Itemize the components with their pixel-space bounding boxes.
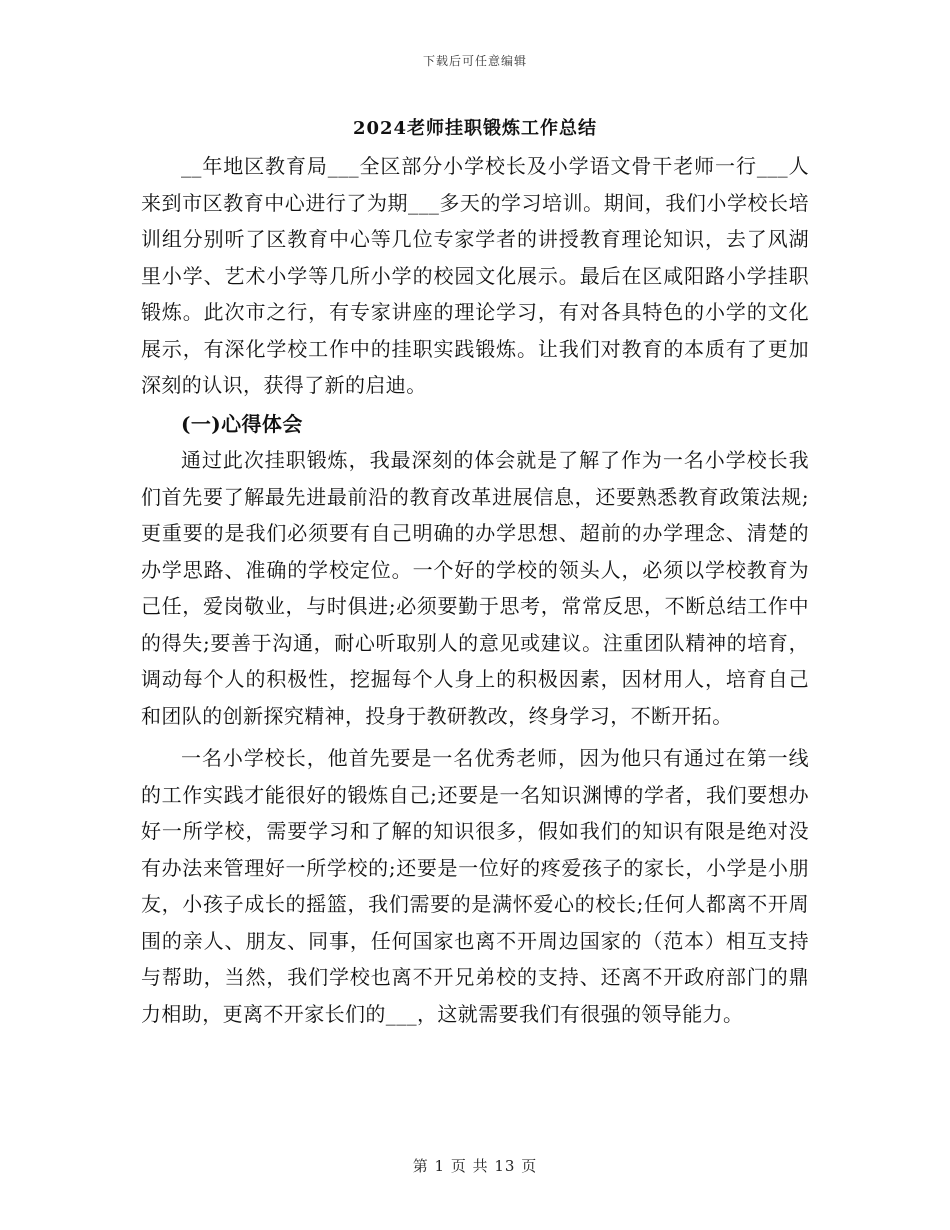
paragraph-principal: 一名小学校长，他首先要是一名优秀老师，因为他只有通过在第一线的工作实践才能很好的锻炼自己;还要是一名知识渊博的学者，我们要想办好一所学校，需要学习和了解的知识很多，假如我们的知识有限是绝对没有办法来管理好一所学校的;还要是一位好的疼爱孩子的家长，小学是小朋友，小孩子成长的摇篮，我们需要的是满怀爱心的校长;任何人都离不开周围的亲人、朋友、同事，任何国家也离不开周边国家的（范本）相互支持与帮助，当然，我们学校也离不开兄弟校的支持、还离不开政府部门的鼎力相助，更离不开家长们的___，这就需要我们有很强的领导能力。 <box>141 746 809 1026</box>
document-title: 2024老师挂职锻炼工作总结 <box>352 118 598 139</box>
document-body <box>141 148 809 1032</box>
header-note: 下载后可任意编辑 <box>422 54 527 68</box>
page-number-footer: 第 1 页 共 13 页 <box>412 1157 538 1175</box>
paragraph-intro: __年地区教育局___全区部分小学校长及小学语文骨干老师一行___人来到市区教育中心进行了为期___多天的学习培训。期间，我们小学校长培训组分别听了区教育中心等几位专家学者的讲授教育理论知识，去了风湖里小学、艺术小学等几所小学的校园文化展示。最后在区咸阳路小学挂职锻炼。此次市之行，有专家讲座的理论学习，有对各具特色的小学的文化展示，有深化学校工作中的挂职实践锻炼。让我们对教育的本质有了更加深刻的认识，获得了新的启迪。 <box>141 154 809 397</box>
paragraph-experience: 通过此次挂职锻炼，我最深刻的体会就是了解了作为一名小学校长我们首先要了解最先进最前沿的教育改革进展信息，还要熟悉教育政策法规;更重要的是我们必须要有自己明确的办学思想、超前的办学理念、清楚的办学思路、准确的学校定位。一个好的学校的领头人，必须以学校教育为己任，爱岗敬业，与时俱进;必须要勤于思考，常常反思，不断总结工作中的得失;要善于沟通，耐心听取别人的意见或建议。注重团队精神的培育，调动每个人的积极性，挖掘每个人身上的积极因素，因材用人，培育自己和团队的创新探究精神，投身于教研教改，终身学习，不断开拓。 <box>141 448 809 728</box>
section-heading: (一)心得体会 <box>181 411 303 436</box>
